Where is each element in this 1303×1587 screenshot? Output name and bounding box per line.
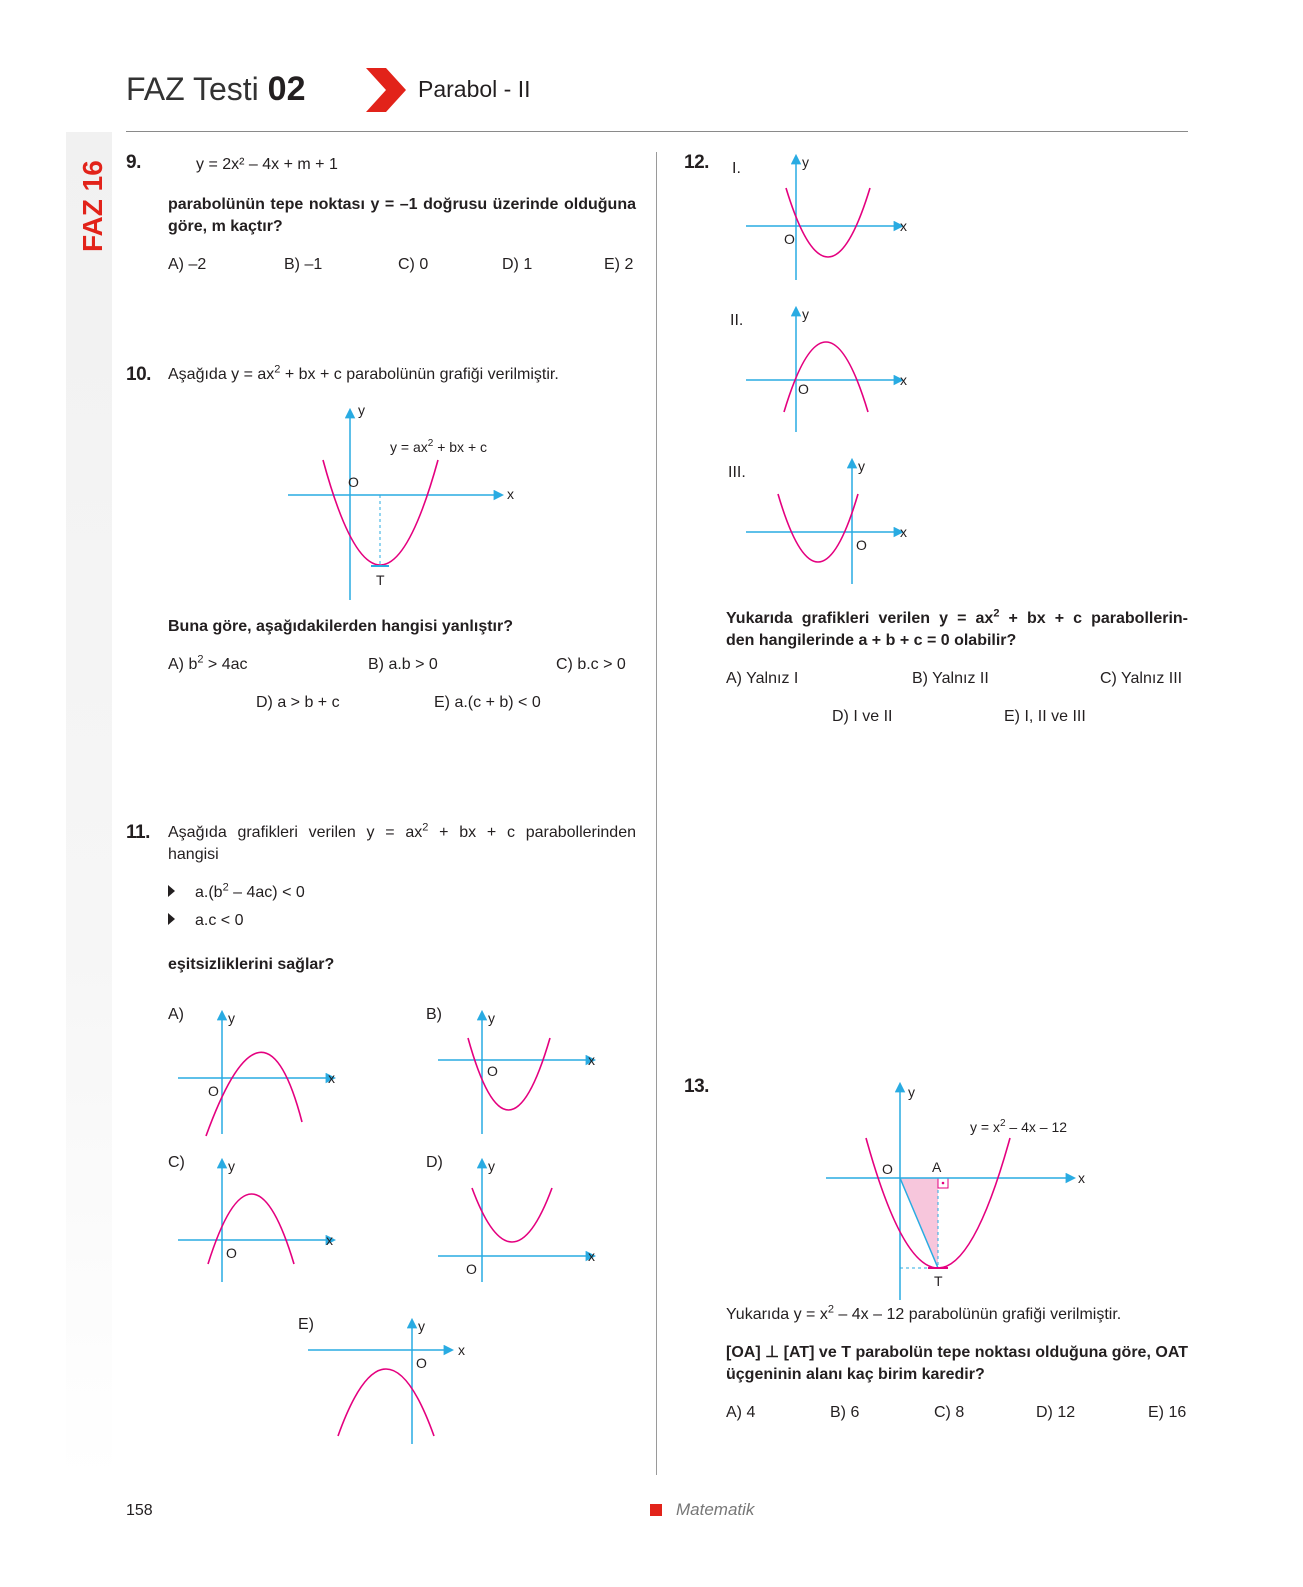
q12-graph-label-3: III. bbox=[728, 464, 746, 481]
axis-x-label: x bbox=[588, 1052, 595, 1068]
q10-graph bbox=[280, 405, 520, 605]
question-number: 10. bbox=[126, 364, 151, 385]
axis-x-label: x bbox=[328, 1070, 335, 1086]
q12-graph-1 bbox=[744, 154, 920, 284]
question-number: 11. bbox=[126, 822, 150, 843]
axis-y-label: y bbox=[418, 1318, 425, 1334]
q10-intro: Aşağıda $y = ax^2$ + bx + c parabolünün grafiği verilmiştir. bbox=[168, 363, 559, 383]
q12-graph-2 bbox=[744, 306, 920, 436]
axis-y-label: y bbox=[802, 154, 809, 170]
q10-option-b[interactable]: B) a.b > 0 bbox=[368, 656, 438, 673]
q13-graph bbox=[822, 1080, 1092, 1302]
question-number: 12. bbox=[684, 152, 709, 173]
side-label-graphic bbox=[70, 150, 110, 260]
q11-graph-e[interactable] bbox=[306, 1318, 476, 1448]
q13-text1: Yukarıda $y = x^2 - 4x - 12$ parabolünün grafiği verilmiştir. bbox=[726, 1303, 1122, 1323]
side-strip bbox=[66, 132, 112, 1482]
side-label bbox=[70, 150, 110, 260]
q11-option-e[interactable]: E) bbox=[298, 1316, 314, 1333]
q10-option-a[interactable]: A) $b^2 > 4ac$ bbox=[168, 653, 248, 673]
q9-option-c[interactable]: C) 0 bbox=[398, 256, 429, 273]
q10-option-c[interactable]: C) b.c > 0 bbox=[556, 656, 626, 673]
footer-square-icon bbox=[650, 1504, 662, 1516]
q11-graph-b[interactable] bbox=[436, 1010, 606, 1140]
q11-option-c[interactable]: C) bbox=[168, 1154, 185, 1171]
title-number: 02 bbox=[267, 70, 306, 108]
axis-x-label: x bbox=[1078, 1170, 1085, 1186]
question-number: 13. bbox=[684, 1076, 709, 1097]
q11-intro-line1: Aşağıda grafikleri verilen $y = ax^2$ + bx + c parabollerinden bbox=[168, 821, 636, 841]
q11-condition-2 bbox=[168, 910, 243, 932]
origin-label: O bbox=[487, 1063, 498, 1079]
q9-option-b[interactable]: B) –1 bbox=[284, 256, 323, 273]
origin-label: O bbox=[416, 1355, 427, 1371]
q11-intro-line2: hangisi bbox=[168, 846, 219, 863]
origin-label: O bbox=[348, 474, 359, 490]
vertex-label: T bbox=[376, 572, 385, 588]
side-label-text: FAZ 16 bbox=[77, 160, 108, 252]
axis-x-label: x bbox=[458, 1342, 465, 1358]
axis-y-label: y bbox=[228, 1158, 235, 1174]
q11-graph-a[interactable] bbox=[176, 1010, 346, 1140]
q12-question-line2: den hangilerinde a + b + c = 0 olabilir? bbox=[726, 632, 1017, 649]
axis-x-label: x bbox=[507, 486, 514, 502]
origin-label: O bbox=[784, 231, 795, 247]
bullet-triangle-icon bbox=[168, 885, 175, 897]
q11-graph-d[interactable] bbox=[436, 1158, 606, 1288]
axis-x-label: x bbox=[900, 372, 907, 388]
origin-label: O bbox=[882, 1161, 893, 1177]
q9-option-a[interactable]: A) –2 bbox=[168, 256, 207, 273]
footer-subject: Matematik bbox=[676, 1500, 755, 1519]
q12-option-b[interactable]: B) Yalnız II bbox=[912, 670, 989, 687]
q13-text2: [OA] ⊥ [AT] ve T parabolün tepe noktası olduğuna göre, OAT üçgeninin alanı kaç birim karedir? bbox=[726, 1344, 1188, 1383]
q11-condition-2-text: a.c < 0 bbox=[195, 912, 244, 929]
q9-option-e[interactable]: E) 2 bbox=[604, 256, 634, 273]
q10-option-d[interactable]: D) a > b + c bbox=[256, 694, 340, 711]
q12-graph-label-1: I. bbox=[732, 160, 741, 177]
q12-option-a[interactable]: A) Yalnız I bbox=[726, 670, 799, 687]
q12-graph-label-2: II. bbox=[730, 312, 744, 329]
q11-graph-c[interactable] bbox=[176, 1158, 346, 1288]
q11-question: eşitsizliklerini sağlar? bbox=[168, 956, 335, 973]
q11-option-d[interactable]: D) bbox=[426, 1154, 443, 1171]
origin-label: O bbox=[466, 1261, 477, 1277]
axis-y-label: y bbox=[488, 1158, 495, 1174]
q12-option-d[interactable]: D) I ve II bbox=[832, 708, 893, 725]
equation-label: $y = ax^2$ + bx + c bbox=[390, 438, 488, 455]
axis-y-label: y bbox=[488, 1010, 495, 1026]
q11-option-b[interactable]: B) bbox=[426, 1006, 442, 1023]
origin-label: O bbox=[208, 1083, 219, 1099]
axis-x-label: x bbox=[900, 524, 907, 540]
page-subtitle: Parabol - II bbox=[418, 76, 531, 102]
axis-x-label: x bbox=[900, 218, 907, 234]
q10-question: Buna göre, aşağıdakilerden hangisi yanlıştır? bbox=[168, 618, 513, 635]
axis-y-label: y bbox=[802, 306, 809, 322]
header-divider bbox=[126, 131, 1188, 132]
column-divider bbox=[656, 152, 657, 1475]
axis-y-label: y bbox=[228, 1010, 235, 1026]
q13-option-e[interactable]: E) 16 bbox=[1148, 1404, 1187, 1421]
q10-option-e[interactable]: E) a.(c + b) < 0 bbox=[434, 694, 541, 711]
chevron-right-icon bbox=[364, 66, 408, 114]
q9-text: parabolünün tepe noktası y = –1 doğrusu üzerinde olduğuna göre, m kaçtır? bbox=[168, 196, 636, 235]
question-number: 9. bbox=[126, 152, 141, 173]
q13-option-c[interactable]: C) 8 bbox=[934, 1404, 965, 1421]
page-title bbox=[126, 70, 306, 109]
origin-label: O bbox=[226, 1245, 237, 1261]
axis-x-label: x bbox=[588, 1248, 595, 1264]
q13-option-a[interactable]: A) 4 bbox=[726, 1404, 756, 1421]
q11-option-a[interactable]: A) bbox=[168, 1006, 184, 1023]
q12-graph-3 bbox=[744, 458, 920, 588]
axis-x-label: x bbox=[326, 1232, 333, 1248]
q12-question-line1: Yukarıda grafikleri verilen $y = ax^2$ + bx + c parabollerin- bbox=[726, 607, 1189, 627]
q13-option-d[interactable]: D) 12 bbox=[1036, 1404, 1076, 1421]
q12-option-e[interactable]: E) I, II ve III bbox=[1004, 708, 1086, 725]
title-text: FAZ Testi bbox=[126, 71, 259, 107]
vertex-label: T bbox=[934, 1273, 943, 1289]
axis-y-label: y bbox=[858, 458, 865, 474]
origin-label: O bbox=[856, 537, 867, 553]
bullet-triangle-icon bbox=[168, 913, 175, 925]
equation-label: $y = x^2 - 4x - 12$ bbox=[970, 1118, 1068, 1135]
axis-y-label: y bbox=[358, 405, 365, 418]
q9-equation: y = 2x² – 4x + m + 1 bbox=[196, 156, 338, 173]
q12-option-c[interactable]: C) Yalnız III bbox=[1100, 670, 1183, 687]
axis-y-label: y bbox=[908, 1084, 915, 1100]
q9-option-d[interactable]: D) 1 bbox=[502, 256, 533, 273]
q13-option-b[interactable]: B) 6 bbox=[830, 1404, 860, 1421]
point-a-label: A bbox=[932, 1159, 942, 1175]
origin-label: O bbox=[798, 381, 809, 397]
q11-condition-1: $a.(b^2 - 4ac) < 0$ bbox=[168, 882, 305, 904]
page-number: 158 bbox=[126, 1502, 153, 1519]
